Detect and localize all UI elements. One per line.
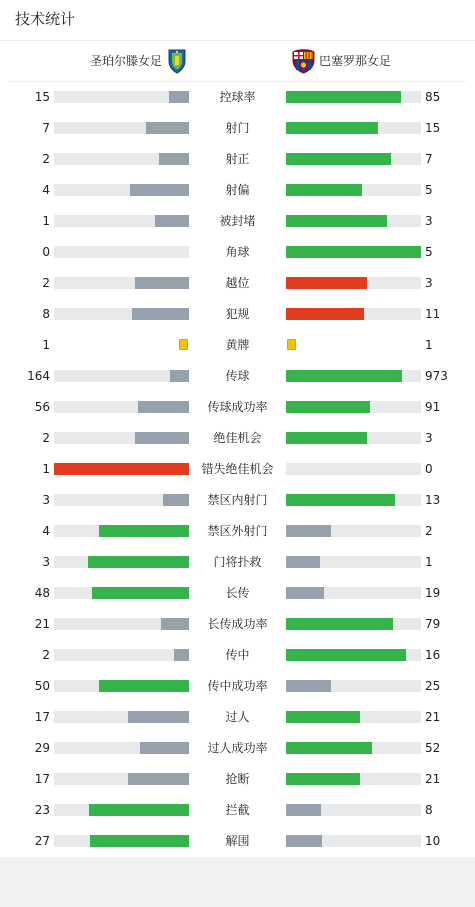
- away-stat-bar: [286, 184, 362, 196]
- home-stat-bar: [132, 308, 189, 320]
- home-stat-value: 3: [42, 555, 50, 569]
- home-stat-value: 15: [34, 90, 50, 104]
- stat-label: 被封堵: [219, 214, 256, 228]
- away-stat-bar-track: [286, 680, 421, 692]
- home-stat-bar-track: [54, 122, 189, 134]
- away-stat-value: 1: [425, 555, 433, 569]
- stat-row: [0, 462, 475, 476]
- away-stat-bar-track: [286, 401, 421, 413]
- divider: [0, 40, 475, 41]
- stat-label: 越位: [225, 276, 250, 290]
- stat-label: 黄牌: [225, 338, 250, 352]
- away-stat-value: 5: [425, 183, 433, 197]
- away-stat-bar-track: [286, 308, 421, 320]
- stat-label: 禁区外射门: [207, 524, 268, 538]
- away-stat-value: 52: [425, 741, 441, 755]
- home-stat-bar: [138, 401, 189, 413]
- home-stat-bar-track: [54, 277, 189, 289]
- home-stat-bar: [128, 711, 189, 723]
- stat-label: 门将扑救: [213, 555, 262, 569]
- home-stat-bar-track: [54, 649, 189, 661]
- away-stat-bar: [286, 91, 401, 103]
- away-stat-value: 7: [425, 152, 433, 166]
- home-stat-bar-track: [54, 370, 189, 382]
- away-stat-bar: [286, 835, 322, 847]
- stat-label: 角球: [225, 245, 250, 259]
- away-stat-bar-track: [286, 215, 421, 227]
- away-stat-value: 10: [425, 834, 441, 848]
- home-stat-bar-track: [54, 742, 189, 754]
- barcelona-crest-icon: [291, 48, 316, 74]
- stat-label: 拦截: [225, 803, 250, 817]
- stat-row: [0, 834, 475, 848]
- stat-row: [0, 369, 475, 383]
- stat-row: [0, 586, 475, 600]
- away-stat-bar-track: [286, 556, 421, 568]
- home-stat-value: 29: [34, 741, 50, 755]
- home-stat-bar: [90, 835, 189, 847]
- away-stat-bar: [286, 742, 372, 754]
- stat-label: 射正: [225, 152, 250, 166]
- home-stat-value: 2: [42, 152, 50, 166]
- away-stat-value: 19: [425, 586, 441, 600]
- stat-row: [0, 245, 475, 259]
- stat-row: [0, 803, 475, 817]
- yellow-card-icon: [287, 339, 296, 350]
- stat-label: 长传成功率: [207, 617, 268, 631]
- stat-row: [0, 338, 475, 352]
- away-stat-bar-track: [286, 122, 421, 134]
- away-stat-bar-track: [286, 525, 421, 537]
- home-stat-bar: [170, 370, 189, 382]
- away-stat-value: 91: [425, 400, 441, 414]
- yellow-card-icon: [179, 339, 188, 350]
- home-stat-bar-track: [54, 618, 189, 630]
- divider: [8, 81, 466, 82]
- away-stat-value: 3: [425, 214, 433, 228]
- home-stat-bar: [159, 153, 189, 165]
- stat-row: [0, 679, 475, 693]
- away-stat-bar: [286, 246, 421, 258]
- home-stat-bar: [155, 215, 189, 227]
- stat-label: 长传: [225, 586, 250, 600]
- away-stat-value: 21: [425, 772, 441, 786]
- away-stat-bar: [286, 277, 367, 289]
- home-stat-bar-track: [54, 432, 189, 444]
- away-stat-value: 3: [425, 431, 433, 445]
- away-stat-value: 21: [425, 710, 441, 724]
- stat-row: [0, 276, 475, 290]
- away-stat-value: 15: [425, 121, 441, 135]
- away-stat-value: 2: [425, 524, 433, 538]
- home-stat-bar: [169, 91, 189, 103]
- home-stat-bar-track: [54, 91, 189, 103]
- away-stat-bar-track: [286, 370, 421, 382]
- away-team-name: 巴塞罗那女足: [319, 54, 392, 68]
- stat-label: 犯规: [225, 307, 250, 321]
- away-stat-value: 16: [425, 648, 441, 662]
- home-stat-value: 1: [42, 214, 50, 228]
- away-stat-value: 8: [425, 803, 433, 817]
- home-stat-bar-track: [54, 246, 189, 258]
- away-stat-bar-track: [286, 184, 421, 196]
- away-stat-bar: [286, 649, 406, 661]
- home-stat-value: 0: [42, 245, 50, 259]
- away-stat-value: 13: [425, 493, 441, 507]
- stat-label: 传球: [225, 369, 250, 383]
- away-stat-bar-track: [286, 246, 421, 258]
- away-stat-bar: [286, 308, 364, 320]
- stat-label: 传中成功率: [207, 679, 268, 693]
- home-stat-value: 21: [34, 617, 50, 631]
- home-stat-value: 8: [42, 307, 50, 321]
- away-stat-bar: [286, 153, 391, 165]
- stat-row: [0, 400, 475, 414]
- stat-row: [0, 183, 475, 197]
- home-stat-bar-track: [54, 773, 189, 785]
- stat-label: 解围: [225, 834, 250, 848]
- stat-row: [0, 772, 475, 786]
- home-stat-bar-track: [54, 215, 189, 227]
- away-stat-bar: [286, 432, 367, 444]
- home-stat-bar-track: [54, 556, 189, 568]
- away-stat-bar-track: [286, 277, 421, 289]
- home-stat-bar-track: [54, 463, 189, 475]
- stat-row: [0, 121, 475, 135]
- away-stat-bar-track: [286, 587, 421, 599]
- home-stat-bar: [128, 773, 189, 785]
- stat-row: [0, 214, 475, 228]
- stat-label: 过人: [225, 710, 250, 724]
- home-stat-bar: [130, 184, 189, 196]
- home-stat-bar: [174, 649, 189, 661]
- home-stat-value: 2: [42, 648, 50, 662]
- stat-label: 射门: [225, 121, 250, 135]
- stat-label: 控球率: [219, 90, 256, 104]
- away-stat-value: 5: [425, 245, 433, 259]
- away-stat-bar: [286, 556, 320, 568]
- away-stat-bar: [286, 494, 395, 506]
- home-stat-bar-track: [54, 401, 189, 413]
- away-stat-value: 85: [425, 90, 441, 104]
- stat-row: [0, 431, 475, 445]
- stat-label: 射偏: [225, 183, 250, 197]
- stat-row: [0, 617, 475, 631]
- away-stat-bar-track: [286, 742, 421, 754]
- home-stat-bar-track: [54, 680, 189, 692]
- home-stat-value: 23: [34, 803, 50, 817]
- away-stat-value: 25: [425, 679, 441, 693]
- page-title: 技术统计: [15, 10, 76, 28]
- home-stat-value: 1: [42, 338, 50, 352]
- away-stat-bar-track: [286, 463, 421, 475]
- home-stat-bar-track: [54, 835, 189, 847]
- away-stat-bar-track: [286, 835, 421, 847]
- home-stat-value: 1: [42, 462, 50, 476]
- away-stat-bar: [286, 680, 331, 692]
- away-stat-bar-track: [286, 773, 421, 785]
- home-stat-bar: [88, 556, 189, 568]
- stat-label: 传球成功率: [207, 400, 268, 414]
- home-stat-bar: [99, 680, 189, 692]
- stat-label: 禁区内射门: [207, 493, 268, 507]
- away-stat-bar: [286, 711, 360, 723]
- away-stat-bar-track: [286, 494, 421, 506]
- home-stat-bar-track: [54, 804, 189, 816]
- stat-row: [0, 710, 475, 724]
- away-stat-bar-track: [286, 711, 421, 723]
- home-stat-value: 27: [34, 834, 50, 848]
- away-stat-bar: [286, 215, 387, 227]
- home-stat-bar: [161, 618, 189, 630]
- stat-row: [0, 648, 475, 662]
- home-team-name: 圣珀尔滕女足: [89, 54, 162, 68]
- away-stat-value: 3: [425, 276, 433, 290]
- home-stat-bar: [163, 494, 189, 506]
- home-stat-value: 17: [34, 710, 50, 724]
- stat-label: 绝佳机会: [213, 431, 262, 445]
- home-stat-value: 164: [27, 369, 50, 383]
- home-stat-bar-track: [54, 525, 189, 537]
- away-stat-bar: [286, 804, 321, 816]
- stat-row: [0, 90, 475, 104]
- home-stat-bar: [99, 525, 189, 537]
- home-stat-bar: [54, 463, 189, 475]
- away-stat-bar: [286, 525, 331, 537]
- home-stat-bar-track: [54, 587, 189, 599]
- stat-row: [0, 307, 475, 321]
- away-stat-bar: [286, 122, 378, 134]
- away-stat-bar: [286, 773, 360, 785]
- home-stat-value: 56: [34, 400, 50, 414]
- away-stat-bar-track: [286, 804, 421, 816]
- home-stat-value: 4: [42, 183, 50, 197]
- away-stat-value: 1: [425, 338, 433, 352]
- home-stat-bar: [140, 742, 189, 754]
- away-stat-value: 11: [425, 307, 441, 321]
- away-stat-value: 0: [425, 462, 433, 476]
- away-stat-bar-track: [286, 432, 421, 444]
- home-stat-bar: [135, 432, 189, 444]
- home-stat-value: 17: [34, 772, 50, 786]
- home-stat-value: 3: [42, 493, 50, 507]
- home-stat-bar-track: [54, 184, 189, 196]
- away-stat-bar-track: [286, 649, 421, 661]
- home-stat-bar: [146, 122, 189, 134]
- away-stat-bar: [286, 587, 324, 599]
- stat-row: [0, 152, 475, 166]
- away-stat-value: 79: [425, 617, 441, 631]
- stat-label: 抢断: [225, 772, 250, 786]
- stat-label: 过人成功率: [207, 741, 268, 755]
- home-stat-value: 48: [34, 586, 50, 600]
- stat-row: [0, 493, 475, 507]
- home-stat-value: 7: [42, 121, 50, 135]
- home-stat-bar-track: [54, 153, 189, 165]
- away-stat-bar: [286, 618, 393, 630]
- stat-row: [0, 555, 475, 569]
- away-stat-value: 973: [425, 369, 448, 383]
- home-stat-bar: [92, 587, 189, 599]
- away-stat-bar-track: [286, 91, 421, 103]
- away-stat-bar: [286, 370, 402, 382]
- stat-row: [0, 741, 475, 755]
- home-stat-bar-track: [54, 711, 189, 723]
- stat-label: 传中: [225, 648, 250, 662]
- home-stat-value: 2: [42, 276, 50, 290]
- st-polten-crest-icon: [167, 48, 187, 74]
- away-stat-bar-track: [286, 618, 421, 630]
- home-stat-bar-track: [54, 308, 189, 320]
- home-stat-value: 2: [42, 431, 50, 445]
- home-stat-value: 50: [34, 679, 50, 693]
- home-stat-value: 4: [42, 524, 50, 538]
- stat-row: [0, 524, 475, 538]
- home-stat-bar: [135, 277, 189, 289]
- home-stat-bar-track: [54, 494, 189, 506]
- away-stat-bar: [286, 401, 370, 413]
- home-stat-bar: [89, 804, 189, 816]
- stat-label: 错失绝佳机会: [201, 462, 274, 476]
- away-stat-bar-track: [286, 153, 421, 165]
